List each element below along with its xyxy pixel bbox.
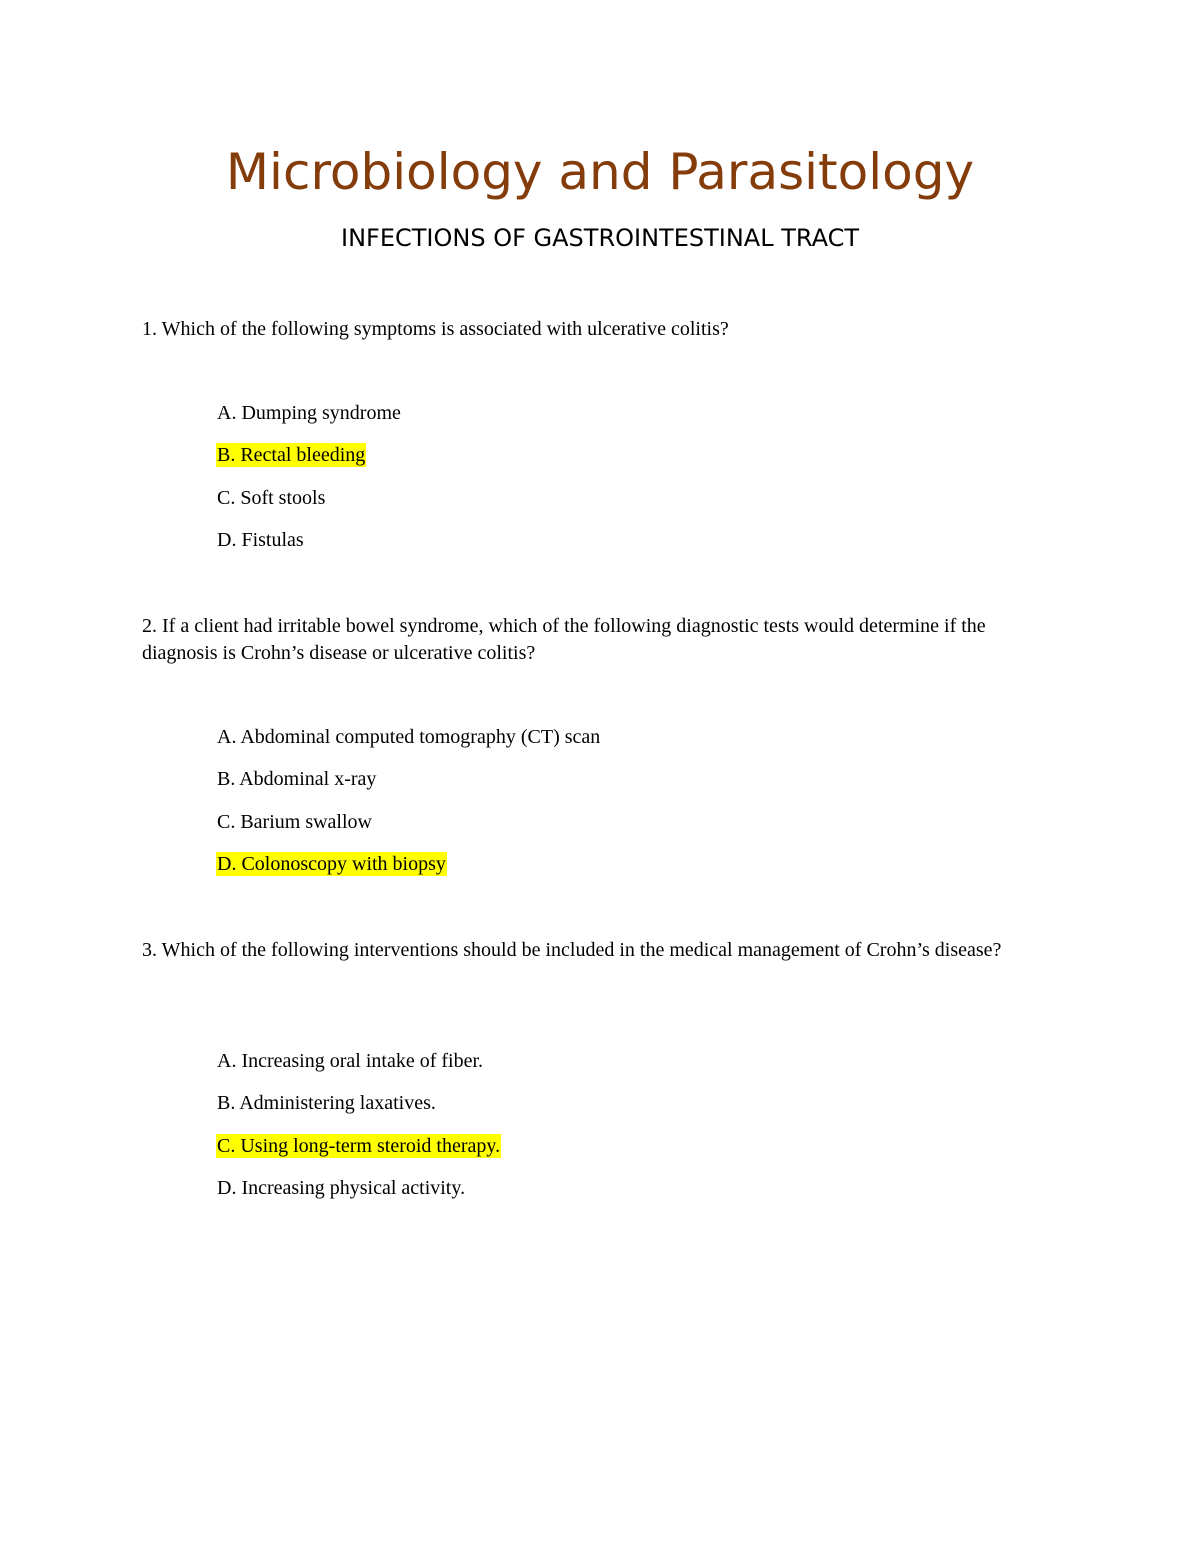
question-2-option-d: D. Colonoscopy with biopsy [217, 852, 446, 875]
question-2-option-b: B. Abdominal x-ray [217, 768, 377, 791]
question-2-prompt: 2. If a client had irritable bowel syndrome, which of the following diagnostic tests would determine if the diagnosis is Crohn’s disease or ulcerative colitis? [142, 615, 986, 664]
question-1-option-d: D. Fistulas [217, 528, 304, 551]
question-1-option-b: B. Rectal bleeding [217, 444, 366, 467]
document-title: Microbiology and Parasitology [225, 143, 975, 201]
question-3-option-d: D. Increasing physical activity. [217, 1176, 466, 1199]
question-3-option-c: C. Using long-term steroid therapy. [217, 1134, 501, 1157]
question-1-prompt: 1. Which of the following symptoms is associated with ulcerative colitis? [142, 318, 729, 340]
question-1-options [216, 400, 402, 569]
question-3-options [216, 1048, 501, 1217]
document-subtitle: INFECTIONS OF GASTROINTESTINAL TRACT [341, 224, 859, 252]
question-3-option-a: A. Increasing oral intake of fiber. [217, 1050, 484, 1072]
question-3-prompt: 3. Which of the following interventions should be included in the medical management of Crohn’s disease? [142, 939, 1002, 961]
question-2-option-a: A. Abdominal computed tomography (CT) scan [217, 726, 601, 748]
question-1-option-c: C. Soft stools [217, 486, 326, 509]
question-2-options [216, 724, 601, 893]
question-1-option-a: A. Dumping syndrome [217, 402, 401, 424]
question-3-option-b: B. Administering laxatives. [217, 1092, 436, 1115]
question-2-option-c: C. Barium swallow [217, 810, 372, 833]
